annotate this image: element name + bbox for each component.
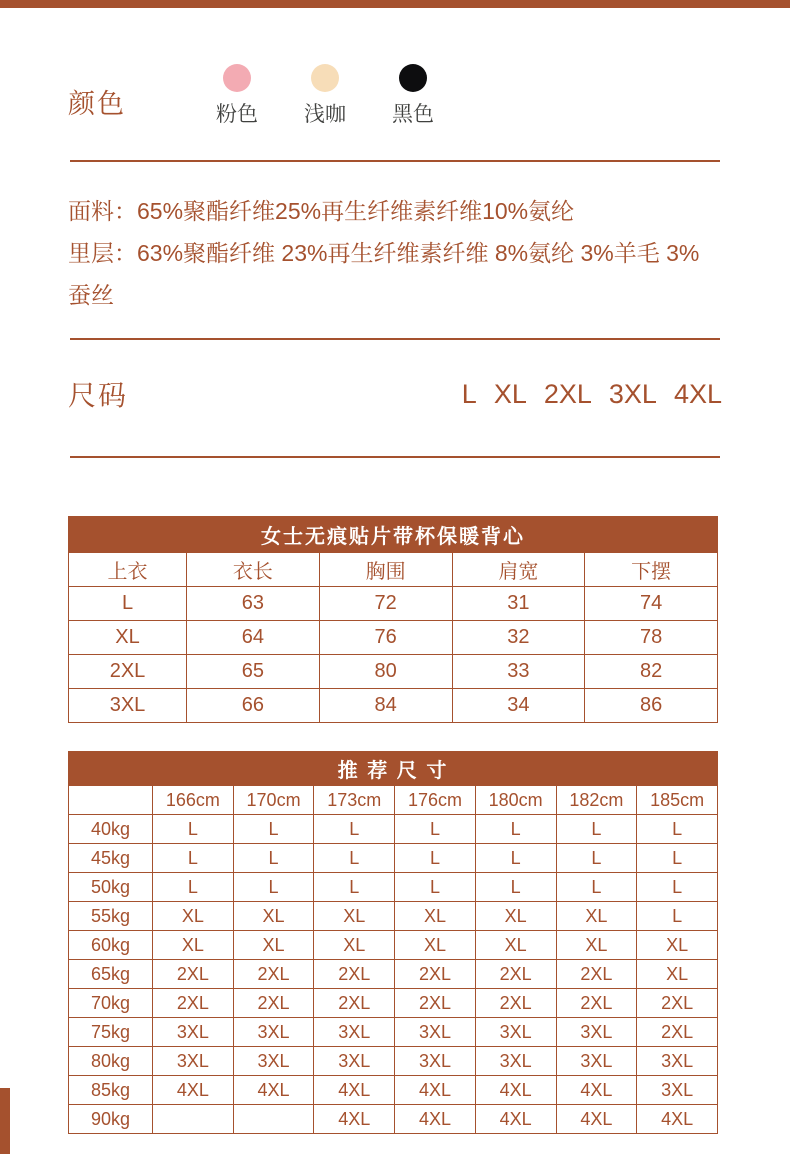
section-divider: [70, 160, 720, 162]
table-cell: L: [475, 815, 556, 844]
colors-section: [68, 64, 722, 128]
table-cell: 2XL: [233, 960, 314, 989]
table-header-row: [69, 786, 718, 815]
table-cell: 4XL: [314, 1105, 395, 1134]
table-cell: L: [395, 873, 476, 902]
table-cell: 78: [585, 621, 718, 655]
table-cell: 64: [187, 621, 320, 655]
light-coffee-color-dot: [311, 64, 339, 92]
color-swatch-pink[interactable]: [216, 64, 258, 128]
color-swatch-label: 粉色: [216, 103, 258, 126]
table-cell: 3XL: [233, 1018, 314, 1047]
recommend-table-title: 推 荐 尺 寸: [69, 752, 718, 786]
table-cell: 2XL: [556, 960, 637, 989]
section-divider: [70, 456, 720, 458]
table-cell: 2XL: [475, 989, 556, 1018]
garment-table-title: 女士无痕贴片带杯保暖背心: [69, 517, 718, 553]
size-section-label: 尺码: [68, 380, 129, 411]
table-cell: 3XL: [153, 1047, 234, 1076]
column-header: 胸围: [319, 553, 452, 587]
table-cell: 66: [187, 689, 320, 723]
table-row: [69, 689, 718, 723]
table-cell: 50kg: [69, 873, 153, 902]
table-cell: XL: [475, 902, 556, 931]
table-row: [69, 931, 718, 960]
table-cell: L: [556, 815, 637, 844]
table-cell: 3XL: [475, 1018, 556, 1047]
table-cell: XL: [153, 931, 234, 960]
table-row: [69, 1018, 718, 1047]
table-cell: L: [475, 844, 556, 873]
table-cell: 4XL: [153, 1076, 234, 1105]
table-cell: 55kg: [69, 902, 153, 931]
table-cell: 2XL: [233, 989, 314, 1018]
table-cell: 90kg: [69, 1105, 153, 1134]
table-cell: XL: [233, 902, 314, 931]
column-header: 170cm: [233, 786, 314, 815]
column-header: 下摆: [585, 553, 718, 587]
table-cell: 65: [187, 655, 320, 689]
table-cell: L: [556, 873, 637, 902]
table-row: [69, 621, 718, 655]
column-header: 上衣: [69, 553, 187, 587]
table-cell: 4XL: [395, 1076, 476, 1105]
table-cell: 2XL: [395, 989, 476, 1018]
table-cell: 45kg: [69, 844, 153, 873]
table-cell: 31: [452, 587, 585, 621]
table-cell: L: [233, 815, 314, 844]
table-cell: 3XL: [233, 1047, 314, 1076]
size-option-xl: XL: [493, 378, 527, 409]
table-cell: 3XL: [395, 1047, 476, 1076]
table-cell: XL: [637, 931, 718, 960]
table-cell: XL: [69, 621, 187, 655]
table-cell: L: [395, 844, 476, 873]
table-cell: XL: [556, 931, 637, 960]
table-cell: 80kg: [69, 1047, 153, 1076]
table-cell: [153, 1105, 234, 1134]
table-row: [69, 902, 718, 931]
color-swatch-label: 黑色: [392, 103, 434, 126]
size-section: [68, 374, 722, 414]
table-cell: 3XL: [314, 1018, 395, 1047]
table-cell: 2XL: [314, 989, 395, 1018]
table-cell: 4XL: [395, 1105, 476, 1134]
table-cell: 86: [585, 689, 718, 723]
table-cell: 34: [452, 689, 585, 723]
table-cell: 2XL: [153, 960, 234, 989]
table-cell: 4XL: [556, 1076, 637, 1105]
table-cell: 82: [585, 655, 718, 689]
table-title-row: [69, 752, 718, 786]
table-cell: 63: [187, 587, 320, 621]
table-cell: 85kg: [69, 1076, 153, 1105]
table-cell: L: [69, 587, 187, 621]
table-cell: L: [233, 873, 314, 902]
table-cell: 40kg: [69, 815, 153, 844]
table-cell: 84: [319, 689, 452, 723]
table-cell: L: [395, 815, 476, 844]
table-cell: 4XL: [475, 1105, 556, 1134]
column-header: 176cm: [395, 786, 476, 815]
garment-table-body: [69, 587, 718, 723]
size-option-l: L: [461, 378, 477, 409]
table-cell: 2XL: [637, 989, 718, 1018]
table-row: [69, 1076, 718, 1105]
column-header: 衣长: [187, 553, 320, 587]
size-option-4xl: 4XL: [673, 378, 722, 409]
table-cell: 32: [452, 621, 585, 655]
table-cell: L: [475, 873, 556, 902]
table-cell: 3XL: [153, 1018, 234, 1047]
fabric-lining-line: 里层：63%聚酯纤维 23%再生纤维素纤维 8%氨纶 3%羊毛 3%蚕丝: [68, 240, 700, 308]
table-cell: 4XL: [637, 1105, 718, 1134]
table-cell: L: [153, 873, 234, 902]
table-cell: L: [556, 844, 637, 873]
table-cell: L: [314, 873, 395, 902]
table-header-row: [69, 553, 718, 587]
table-row: [69, 960, 718, 989]
table-row: [69, 873, 718, 902]
table-cell: 65kg: [69, 960, 153, 989]
table-cell: 3XL: [475, 1047, 556, 1076]
recommend-table-body: [69, 815, 718, 1134]
table-cell: 4XL: [314, 1076, 395, 1105]
table-cell: L: [637, 902, 718, 931]
fabric-section: [68, 190, 722, 316]
table-cell: XL: [556, 902, 637, 931]
color-swatch-label: 浅咖: [304, 103, 346, 126]
top-accent-bar: [0, 0, 790, 8]
colors-section-label: 颜色: [68, 89, 126, 119]
table-cell: XL: [153, 902, 234, 931]
garment-measurements-table: [68, 516, 718, 723]
table-cell: [233, 1105, 314, 1134]
table-cell: 2XL: [475, 960, 556, 989]
table-cell: L: [233, 844, 314, 873]
table-row: [69, 1105, 718, 1134]
table-cell: 2XL: [314, 960, 395, 989]
table-cell: XL: [233, 931, 314, 960]
table-row: [69, 989, 718, 1018]
table-cell: XL: [314, 902, 395, 931]
table-cell: 33: [452, 655, 585, 689]
table-row: [69, 587, 718, 621]
table-cell: 4XL: [556, 1105, 637, 1134]
table-cell: 3XL: [556, 1047, 637, 1076]
size-option-2xl: 2XL: [543, 378, 592, 409]
section-divider: [70, 338, 720, 340]
table-cell: L: [637, 844, 718, 873]
size-options: [462, 379, 722, 410]
table-cell: L: [314, 815, 395, 844]
column-header: 180cm: [475, 786, 556, 815]
table-cell: 2XL: [395, 960, 476, 989]
table-cell: 3XL: [637, 1047, 718, 1076]
column-header: [69, 786, 153, 815]
table-cell: L: [314, 844, 395, 873]
table-row: [69, 1047, 718, 1076]
column-header: 166cm: [153, 786, 234, 815]
table-cell: XL: [637, 960, 718, 989]
table-cell: XL: [314, 931, 395, 960]
table-row: [69, 655, 718, 689]
table-cell: 3XL: [69, 689, 187, 723]
table-row: [69, 844, 718, 873]
table-cell: 4XL: [475, 1076, 556, 1105]
table-cell: 3XL: [556, 1018, 637, 1047]
table-cell: L: [637, 815, 718, 844]
table-cell: L: [153, 844, 234, 873]
table-cell: 60kg: [69, 931, 153, 960]
table-cell: XL: [395, 902, 476, 931]
table-cell: 70kg: [69, 989, 153, 1018]
column-header: 肩宽: [452, 553, 585, 587]
table-cell: 4XL: [233, 1076, 314, 1105]
table-cell: L: [637, 873, 718, 902]
table-title-row: [69, 517, 718, 553]
column-header: 185cm: [637, 786, 718, 815]
column-header: 173cm: [314, 786, 395, 815]
table-cell: 75kg: [69, 1018, 153, 1047]
fabric-outer-line: 面料：65%聚酯纤维25%再生纤维素纤维10%氨纶: [68, 198, 575, 224]
table-cell: 80: [319, 655, 452, 689]
table-cell: 76: [319, 621, 452, 655]
color-swatch-light-coffee[interactable]: [304, 64, 346, 128]
table-cell: 3XL: [395, 1018, 476, 1047]
column-header: 182cm: [556, 786, 637, 815]
bottom-left-accent-bar: [0, 1088, 10, 1154]
table-cell: XL: [475, 931, 556, 960]
table-cell: 2XL: [153, 989, 234, 1018]
black-color-dot: [399, 64, 427, 92]
table-cell: 3XL: [637, 1076, 718, 1105]
table-cell: XL: [395, 931, 476, 960]
size-option-3xl: 3XL: [608, 378, 657, 409]
color-swatch-black[interactable]: [392, 64, 434, 128]
pink-color-dot: [223, 64, 251, 92]
table-cell: 74: [585, 587, 718, 621]
table-cell: 2XL: [637, 1018, 718, 1047]
table-cell: 2XL: [69, 655, 187, 689]
table-cell: 2XL: [556, 989, 637, 1018]
table-row: [69, 815, 718, 844]
table-cell: 72: [319, 587, 452, 621]
table-cell: 3XL: [314, 1047, 395, 1076]
recommended-size-table: [68, 751, 718, 1134]
color-swatch-list: [216, 64, 434, 128]
table-cell: L: [153, 815, 234, 844]
